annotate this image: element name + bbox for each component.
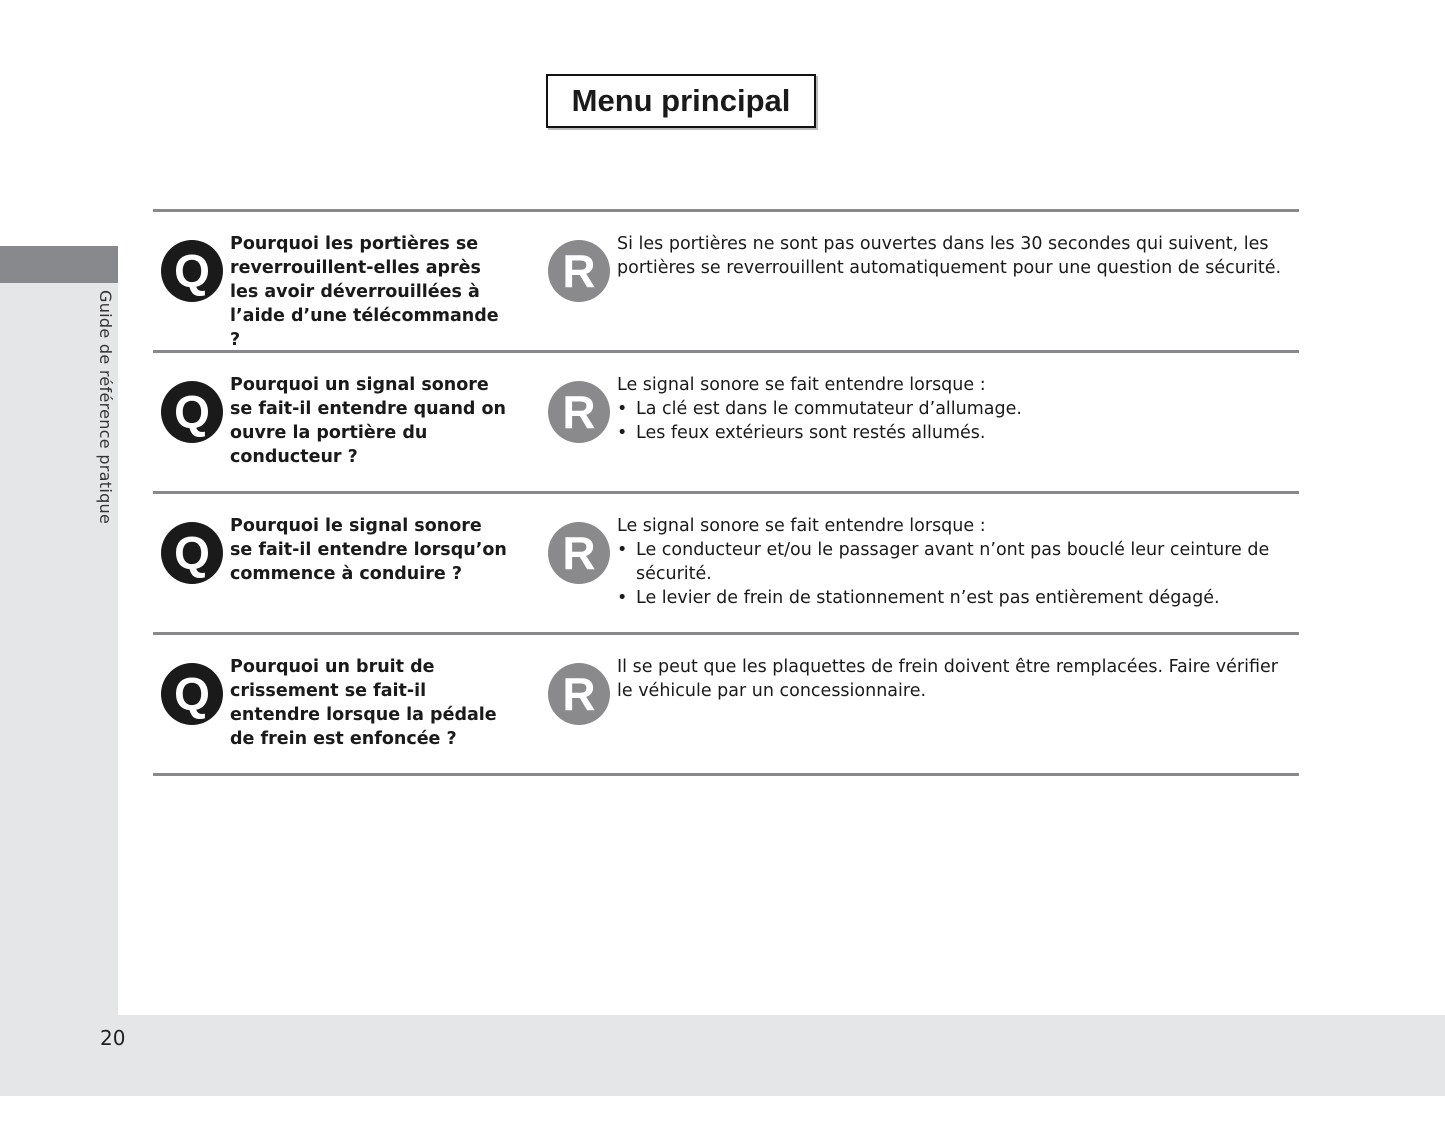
question-text: Pourquoi le signal sonore se fait-il entendre lorsqu’on commence à conduire ? (230, 516, 507, 584)
question-icon: Q (161, 240, 223, 302)
answer-text: Le signal sonore se fait entendre lorsque : (617, 516, 986, 536)
sidebar-tab (0, 246, 118, 283)
answer-text: Il se peut que les plaquettes de frein doivent être remplacées. Faire vérifier le véhicule par un concessionnaire. (617, 657, 1278, 701)
faq-item (153, 494, 1299, 632)
footer-band (0, 1015, 1445, 1096)
answer-bullets (617, 397, 1287, 445)
answer-bullets (617, 538, 1287, 610)
answer-icon: R (548, 663, 610, 725)
answer-text: Le signal sonore se fait entendre lorsque : (617, 375, 986, 395)
answer (617, 514, 1287, 610)
question-icon: Q (161, 522, 223, 584)
question-icon: Q (161, 381, 223, 443)
answer-bullet: • Le levier de frein de stationnement n’est pas entièrement dégagé. (617, 586, 1287, 610)
page-number: 20 (100, 1026, 126, 1050)
divider (153, 773, 1299, 776)
main-menu-label: Menu principal (571, 83, 791, 118)
question-icon: Q (161, 663, 223, 725)
answer-icon: R (548, 522, 610, 584)
answer (617, 373, 1287, 445)
answer-text: Si les portières ne sont pas ouvertes dans les 30 secondes qui suivent, les portières se reverrouillent automatiquement pour une question de sécurité. (617, 234, 1282, 278)
answer-icon: R (548, 240, 610, 302)
sidebar-section-label[interactable]: Guide de référence pratique (96, 290, 115, 525)
faq-item (153, 212, 1299, 350)
answer-icon: R (548, 381, 610, 443)
faq-item (153, 353, 1299, 491)
answer-bullet: • Le conducteur et/ou le passager avant n’ont pas bouclé leur ceinture de sécurité. (617, 538, 1287, 586)
answer (617, 232, 1287, 280)
question-text: Pourquoi un signal sonore se fait-il entendre quand on ouvre la portière du conducteur ? (230, 375, 507, 467)
main-menu-button[interactable] (546, 74, 816, 128)
answer-bullet: • La clé est dans le commutateur d’allumage. (617, 397, 1287, 421)
faq-item (153, 635, 1299, 773)
question-text: Pourquoi un bruit de crissement se fait-il entendre lorsque la pédale de frein est enfoncée ? (230, 657, 497, 749)
answer-bullet: • Les feux extérieurs sont restés allumés. (617, 421, 1287, 445)
answer (617, 655, 1287, 703)
question-text: Pourquoi les portières se reverrouillent-elles après les avoir déverrouillées à l’aide d’une télécommande ? (230, 234, 499, 350)
